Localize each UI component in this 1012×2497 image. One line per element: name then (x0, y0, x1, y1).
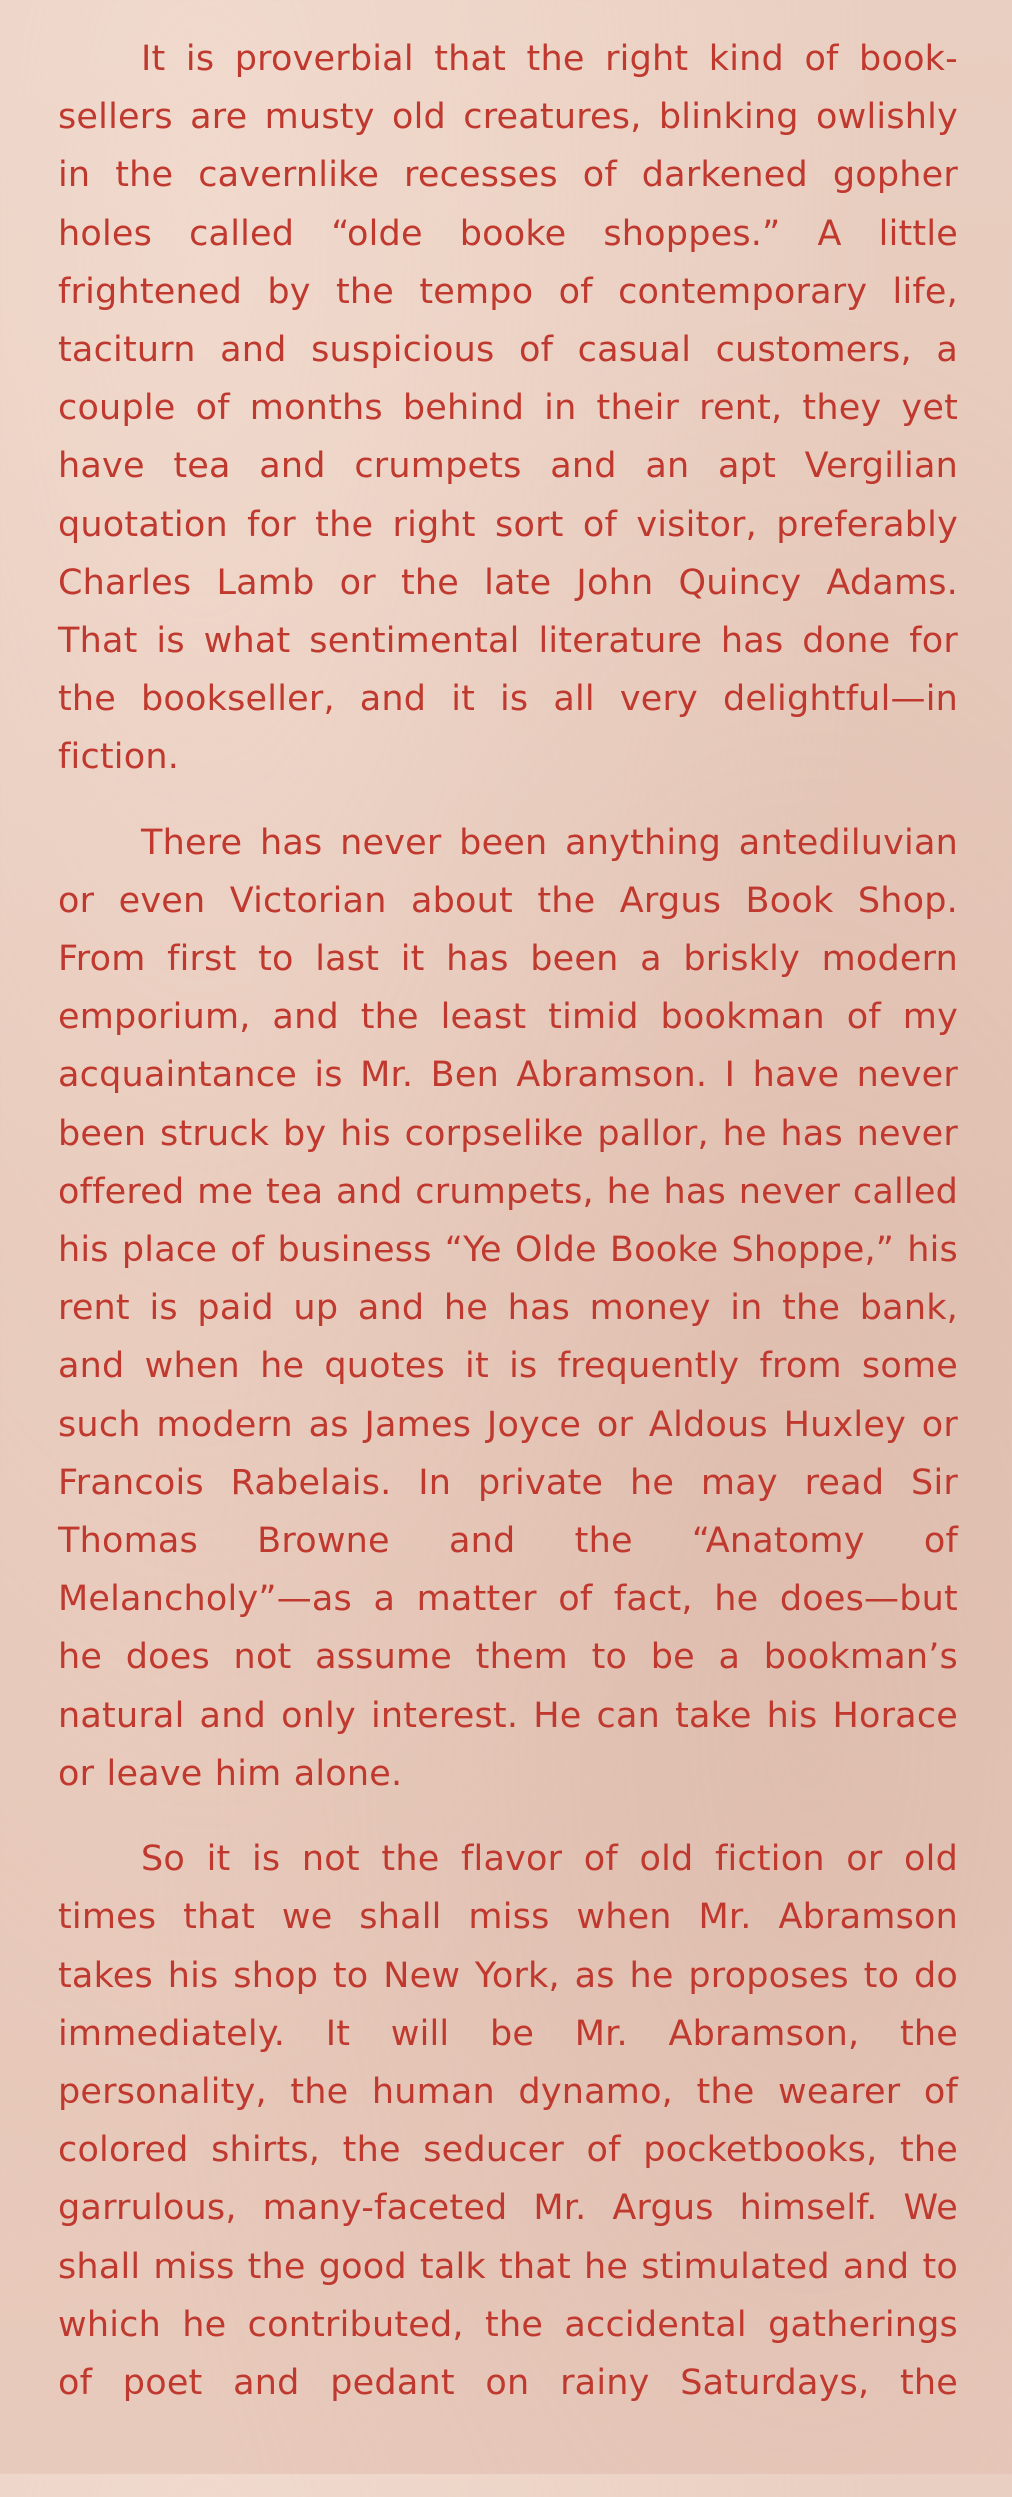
paragraph-argus-book-shop: There has never been anything antediluvian or even Victorian about the Argus Book Shop. From first to last it has been a briskly modern emporium, and the least timid bookman of my acquaintance is Mr. Ben Abramson. I have never been struck by his corpselike pallor, he has never offered me tea and crumpets, he has never called his place of business “Ye Olde Booke Shoppe,” his rent is paid up and he has money in the bank, and when he quotes it is frequently from some such modern as James Joyce or Aldous Huxley or Francois Rabelais. In private he may read Sir Thomas Browne and the “Anatomy of Melancholy”—as a matter of fact, he does—but he does not assume them to be a bookman’s natural and only interest. He can take his Horace or leave him alone. (58, 822, 958, 1794)
paragraph-booksellers: It is proverbial that the right kind of book-sellers are musty old creatures, blinking owlishly in the cavernlike recesses of darkened gopher holes called “olde booke shoppes.” A little frightened by the tempo of contemporary life, taciturn and suspicious of casual customers, a couple of months behind in their rent, they yet have tea and crumpets and an apt Vergilian quotation for the right sort of visitor, preferably Charles Lamb or the late John Quincy Adams. That is what sentimental literature has done for the bookseller, and it is all very delightful—in fiction. (58, 39, 958, 778)
paragraph-mr-abramson: So it is not the flavor of old fiction or old times that we shall miss when Mr. Abramson takes his shop to New York, as he proposes to do immediately. It will be Mr. Abramson, the personality, the human dynamo, the wearer of colored shirts, the seducer of pocketbooks, the garrulous, many-faceted Mr. Argus himself. We shall miss the good talk that he stimulated and to which he contributed, the accidental gatherings of poet and pedant on rainy Saturdays, the (58, 1839, 958, 2403)
document-page (58, 30, 958, 2497)
